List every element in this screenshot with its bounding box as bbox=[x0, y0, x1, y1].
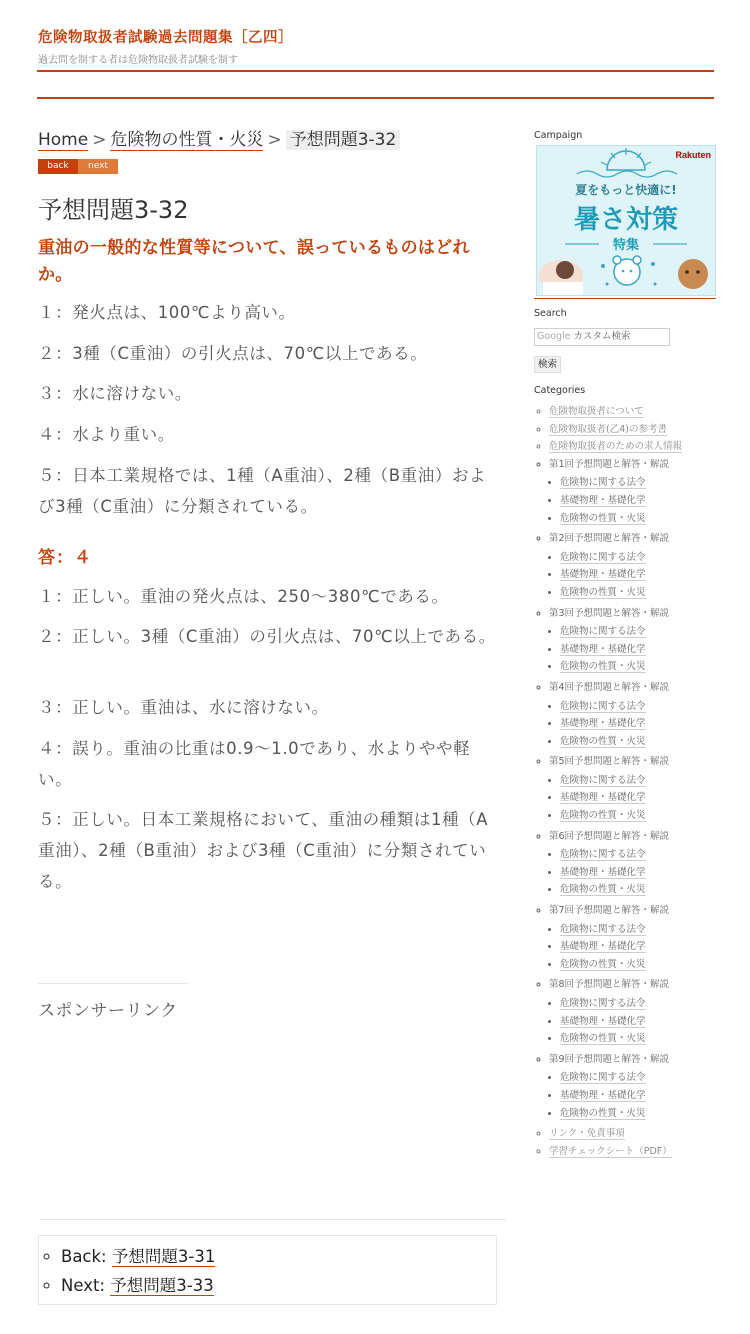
subcategory-item bbox=[560, 566, 716, 584]
search-title: Search bbox=[534, 308, 567, 319]
subcategory-link[interactable]: 危険物の性質・火災 bbox=[560, 1033, 646, 1045]
woman-illustration bbox=[539, 260, 583, 295]
subcategory-item bbox=[560, 956, 716, 974]
next-post-label: Next: bbox=[61, 1276, 105, 1295]
explanation-item: ４：誤り。重油の比重は0.9～1.0であり、水よりやや軽い。 bbox=[38, 739, 471, 789]
site-title[interactable]: 危険物取扱者試験過去問題集［乙四］ bbox=[38, 30, 293, 46]
answer-heading: 答：４ bbox=[38, 548, 92, 568]
breadcrumb bbox=[38, 127, 498, 153]
header-rule bbox=[37, 70, 714, 72]
option-item: ５：日本工業規格では、1種（A重油）、2種（B重油）および3種（C重油）に分類されている。 bbox=[38, 466, 487, 516]
subcategory-link[interactable]: 基礎物理・基礎化学 bbox=[560, 569, 646, 581]
nav-rule bbox=[37, 97, 714, 99]
category-link[interactable]: 危険物取扱者のための求人情報 bbox=[549, 441, 683, 453]
sponsor-label: スポンサーリンク bbox=[38, 1001, 178, 1021]
banner-line1: 夏をもっと快適に! bbox=[575, 183, 677, 197]
google-label: Google bbox=[537, 331, 571, 342]
category-link[interactable]: 第1回予想問題と解答・解説 bbox=[549, 458, 670, 470]
explanation-item: ２：正しい。3種（C重油）の引火点は、70℃以上である。 bbox=[38, 627, 496, 646]
category-item bbox=[549, 1125, 716, 1143]
subcategory-link[interactable]: 基礎物理・基礎化学 bbox=[560, 494, 646, 506]
sponsor-divider bbox=[38, 983, 188, 984]
subcategory-link[interactable]: 基礎物理・基礎化学 bbox=[560, 866, 646, 878]
subcategory-link[interactable]: 危険物の性質・火災 bbox=[560, 735, 646, 747]
campaign-banner[interactable] bbox=[536, 145, 716, 296]
subcategory-link[interactable]: 危険物に関する法令 bbox=[560, 849, 646, 861]
category-link[interactable]: 学習チェックシート（PDF） bbox=[549, 1145, 672, 1157]
category-link[interactable]: 危険物取扱者について bbox=[549, 406, 644, 417]
subcategory-link[interactable]: 危険物の性質・火災 bbox=[560, 661, 646, 673]
subcategory-item bbox=[560, 864, 716, 882]
subcategory-item bbox=[560, 584, 716, 602]
subcategory-item bbox=[560, 1105, 716, 1123]
subcategory-link[interactable]: 危険物の性質・火災 bbox=[560, 958, 646, 970]
option-item: １：発火点は、100℃より高い。 bbox=[38, 303, 296, 322]
page-title: 予想問題3-32 bbox=[38, 196, 189, 224]
subcategory-link[interactable]: 危険物に関する法令 bbox=[560, 700, 646, 712]
search-input[interactable] bbox=[534, 328, 670, 346]
site-description: 過去問を制する者は危険物取扱者試験を制す bbox=[38, 55, 238, 66]
post-nav-buttons bbox=[38, 159, 118, 174]
subcategory-item bbox=[560, 807, 716, 825]
subcategory-link[interactable]: 危険物の性質・火災 bbox=[560, 512, 646, 524]
search-placeholder: カスタム検索 bbox=[573, 331, 631, 342]
subcategory-item bbox=[560, 881, 716, 899]
option-item: ３：水に溶けない。 bbox=[38, 384, 192, 403]
subcategory-link[interactable]: 基礎物理・基礎化学 bbox=[560, 1015, 646, 1027]
subcategory-link[interactable]: 危険物の性質・火災 bbox=[560, 1107, 646, 1119]
category-link[interactable]: 第6回予想問題と解答・解説 bbox=[549, 830, 670, 842]
category-group bbox=[549, 828, 716, 899]
subcategory-item bbox=[560, 623, 716, 641]
subcategory-link[interactable]: 危険物に関する法令 bbox=[560, 998, 646, 1009]
campaign-title: Campaign bbox=[534, 130, 583, 141]
subcategory-item bbox=[560, 715, 716, 733]
question-text: 重油の一般的な性質等について、誤っているものはどれか。 bbox=[38, 238, 470, 285]
explanation-item: ３：正しい。重油は、水に溶けない。 bbox=[38, 698, 329, 717]
category-item bbox=[549, 403, 716, 421]
next-post-item bbox=[61, 1271, 496, 1300]
category-link[interactable]: 危険物取扱者(乙4)の参考書 bbox=[549, 423, 667, 435]
subcategory-item bbox=[560, 1087, 716, 1105]
main-content bbox=[38, 127, 498, 1295]
category-link[interactable]: 第2回予想問題と解答・解説 bbox=[549, 533, 670, 545]
category-group bbox=[549, 976, 716, 1047]
explanation-item: ５：正しい。日本工業規格において、重油の種類は1種（A重油）、2種（B重油）および3種（C重油）に分類されている。 bbox=[38, 810, 489, 891]
next-button[interactable]: next bbox=[78, 159, 118, 174]
subcategory-item bbox=[560, 938, 716, 956]
bear-icon bbox=[613, 256, 641, 285]
option-item: ４：水より重い。 bbox=[38, 425, 175, 444]
category-item bbox=[549, 1143, 716, 1161]
category-link[interactable]: リンク・免責事項 bbox=[549, 1128, 625, 1140]
category-list bbox=[534, 403, 716, 1160]
banner-brand: Rakuten bbox=[675, 150, 711, 160]
subcategory-link[interactable]: 危険物の性質・火災 bbox=[560, 586, 646, 598]
post-navigation bbox=[38, 1235, 497, 1305]
subcategory-item bbox=[560, 789, 716, 807]
category-item bbox=[549, 421, 716, 439]
category-group bbox=[549, 605, 716, 676]
subcategory-item bbox=[560, 658, 716, 676]
subcategory-item bbox=[560, 921, 716, 939]
category-link[interactable]: 第4回予想問題と解答・解説 bbox=[549, 681, 670, 693]
subcategory-link[interactable]: 危険物に関する法令 bbox=[560, 774, 646, 786]
banner-line3: 特集 bbox=[612, 238, 640, 253]
subcategory-item bbox=[560, 772, 716, 790]
breadcrumb-category[interactable]: 危険物の性質・火災 bbox=[110, 130, 264, 150]
banner-graphic bbox=[537, 146, 715, 295]
subcategory-link[interactable]: 危険物に関する法令 bbox=[560, 923, 646, 935]
category-group bbox=[549, 902, 716, 973]
banner-line2: 暑さ対策 bbox=[573, 205, 679, 235]
category-link[interactable]: 第9回予想問題と解答・解説 bbox=[549, 1053, 670, 1065]
subcategory-item bbox=[560, 995, 716, 1013]
subcategory-link[interactable]: 基礎物理・基礎化学 bbox=[560, 643, 646, 655]
subcategory-item bbox=[560, 510, 716, 528]
subcategory-link[interactable]: 基礎物理・基礎化学 bbox=[560, 1089, 646, 1101]
subcategory-link[interactable]: 危険物の性質・火災 bbox=[560, 810, 646, 822]
option-item: ２：3種（C重油）の引火点は、70℃以上である。 bbox=[38, 344, 428, 363]
breadcrumb-separator: > bbox=[92, 130, 107, 150]
subcategory-link[interactable]: 基礎物理・基礎化学 bbox=[560, 941, 646, 953]
category-link[interactable]: 第8回予想問題と解答・解説 bbox=[549, 979, 670, 991]
subcategory-link[interactable]: 危険物に関する法令 bbox=[560, 477, 646, 489]
category-group bbox=[549, 1051, 716, 1122]
banner-underline bbox=[534, 298, 716, 299]
category-item bbox=[549, 438, 716, 456]
subcategory-item bbox=[560, 698, 716, 716]
subcategory-item bbox=[560, 1013, 716, 1031]
search-button[interactable]: 検索 bbox=[534, 356, 561, 373]
category-link[interactable]: 第3回予想問題と解答・解説 bbox=[549, 607, 670, 619]
subcategory-link[interactable]: 基礎物理・基礎化学 bbox=[560, 792, 646, 804]
category-link[interactable]: 第5回予想問題と解答・解説 bbox=[549, 756, 670, 768]
subcategory-link[interactable]: 基礎物理・基礎化学 bbox=[560, 718, 646, 730]
breadcrumb-separator: > bbox=[267, 130, 282, 150]
content-divider bbox=[40, 1219, 506, 1220]
subcategory-link[interactable]: 危険物に関する法令 bbox=[560, 626, 646, 638]
subcategory-item bbox=[560, 492, 716, 510]
subcategory-item bbox=[560, 641, 716, 659]
subcategory-link[interactable]: 危険物の性質・火災 bbox=[560, 884, 646, 896]
back-button[interactable]: back bbox=[38, 159, 78, 174]
prev-post-link[interactable]: 予想問題3-31 bbox=[111, 1247, 216, 1266]
subcategory-item bbox=[560, 1069, 716, 1087]
category-link[interactable]: 第7回予想問題と解答・解説 bbox=[549, 905, 670, 917]
subcategory-item bbox=[560, 474, 716, 492]
subcategory-item bbox=[560, 733, 716, 751]
subcategory-item bbox=[560, 549, 716, 567]
category-group bbox=[549, 456, 716, 527]
category-group bbox=[549, 530, 716, 601]
category-group bbox=[549, 679, 716, 750]
subcategory-item bbox=[560, 846, 716, 864]
dog-illustration bbox=[678, 259, 708, 289]
next-post-link[interactable]: 予想問題3-33 bbox=[110, 1276, 214, 1295]
prev-post-label: Back: bbox=[61, 1247, 107, 1266]
subcategory-link[interactable]: 危険物に関する法令 bbox=[560, 551, 646, 563]
categories-title: Categories bbox=[534, 385, 586, 396]
prev-post-item bbox=[61, 1242, 496, 1271]
explanation-item: １：正しい。重油の発火点は、250～380℃である。 bbox=[38, 587, 449, 606]
category-group bbox=[549, 753, 716, 824]
subcategory-item bbox=[560, 1030, 716, 1048]
subcategory-link[interactable]: 危険物に関する法令 bbox=[560, 1072, 646, 1084]
breadcrumb-current: 予想問題3-32 bbox=[286, 130, 401, 150]
breadcrumb-home[interactable]: Home bbox=[38, 130, 89, 150]
